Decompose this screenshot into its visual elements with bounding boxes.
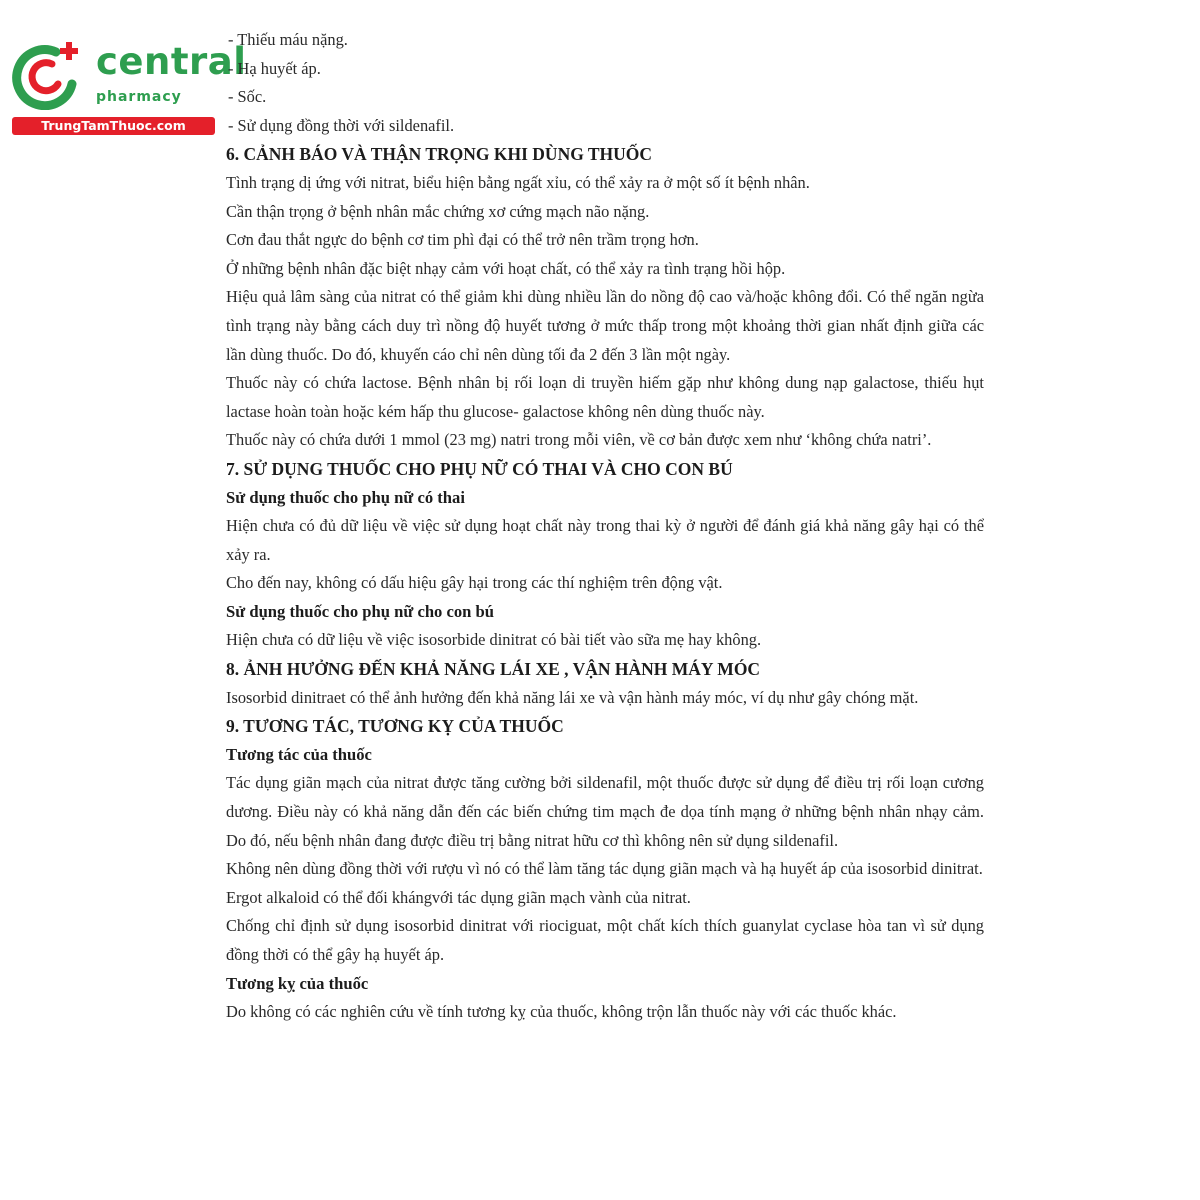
paragraph: Do không có các nghiên cứu về tính tương kỵ của thuốc, không trộn lẫn thuốc này với các thuốc khác.: [226, 1002, 897, 1022]
section-7-subheading-pregnancy: Sử dụng thuốc cho phụ nữ có thai: [226, 487, 465, 507]
brand-subtitle: pharmacy: [96, 89, 182, 105]
section-7-subheading-breastfeeding: Sử dụng thuốc cho phụ nữ cho con bú: [226, 601, 495, 621]
paragraph: Thuốc này có chứa lactose. Bệnh nhân bị rối loạn di truyền hiếm gặp như không dung nạp galactose, thiếu hụt lactase hoàn toàn hoặc kém hấp thu glucose- galactose không nên dùng thuốc này.: [226, 373, 984, 421]
paragraph: Ergot alkaloid có thể đối khángvới tác dụng giãn mạch vành của nitrat.: [226, 887, 691, 907]
brand-name: central: [96, 40, 247, 83]
section-6-heading: 6. CẢNH BÁO VÀ THẬN TRỌNG KHI DÙNG THUỐC: [226, 144, 653, 165]
section-9-subheading-incompatibilities: Tương kỵ của thuốc: [226, 973, 369, 993]
paragraph: Tác dụng giãn mạch của nitrat được tăng cường bởi sildenafil, một thuốc được sử dụng để điều trị rối loạn cương dương. Điều này có khả năng dẫn đến các biến chứng tim mạch đe dọa tính mạng ở những bệnh nhân nhạy cảm. Do đó, nếu bệnh nhân đang được điều trị bằng nitrat hữu cơ thì không nên sử dụng sildenafil.: [226, 773, 984, 850]
section-7-heading: 7. SỬ DỤNG THUỐC CHO PHỤ NỮ CÓ THAI VÀ CHO CON BÚ: [226, 458, 733, 479]
paragraph: Hiện chưa có đủ dữ liệu về việc sử dụng hoạt chất này trong thai kỳ ở người để đánh giá khả năng gây hại có thể xảy ra.: [226, 516, 984, 564]
list-item: - Sử dụng đồng thời với sildenafil.: [228, 115, 455, 135]
central-pharmacy-logo[interactable]: [8, 36, 247, 136]
paragraph: Thuốc này có chứa dưới 1 mmol (23 mg) natri trong mỗi viên, về cơ bản được xem như ‘không chứa natri’.: [226, 430, 932, 450]
paragraph: Ở những bệnh nhân đặc biệt nhạy cảm với hoạt chất, có thể xảy ra tình trạng hồi hộp.: [226, 258, 786, 278]
paragraph: Cần thận trọng ở bệnh nhân mắc chứng xơ cứng mạch não nặng.: [226, 201, 650, 221]
paragraph: Không nên dùng đồng thời với rượu vì nó có thể làm tăng tác dụng giãn mạch và hạ huyết áp của isosorbid dinitrat.: [226, 859, 983, 879]
list-item: - Sốc.: [228, 87, 267, 107]
list-item: - Thiếu máu nặng.: [228, 30, 348, 49]
site-url-badge[interactable]: TrungTamThuoc.com: [12, 117, 215, 135]
paragraph: Hiệu quả lâm sàng của nitrat có thể giảm khi dùng nhiều lần do nồng độ cao và/hoặc không đổi. Có thể ngăn ngừa tình trạng này bằng cách duy trì nồng độ huyết tương ở mức thấp trong một khoảng thời gian nhất định giữa các lần dùng thuốc. Do đó, khuyến cáo chỉ nên dùng tối đa 2 đến 3 lần một ngày.: [226, 287, 984, 364]
pharmacy-cross-icon: [8, 38, 88, 110]
paragraph: Cơn đau thắt ngực do bệnh cơ tim phì đại có thể trở nên trầm trọng hơn.: [226, 230, 699, 250]
paragraph: Tình trạng dị ứng với nitrat, biểu hiện bằng ngất xỉu, có thể xảy ra ở một số ít bệnh nhân.: [226, 172, 810, 192]
section-9-subheading-interactions: Tương tác của thuốc: [226, 744, 372, 764]
paragraph: Hiện chưa có dữ liệu về việc isosorbide dinitrat có bài tiết vào sữa mẹ hay không.: [226, 630, 762, 650]
section-8-heading: 8. ẢNH HƯỞNG ĐẾN KHẢ NĂNG LÁI XE , VẬN HÀNH MÁY MÓC: [226, 659, 761, 680]
document-body: [226, 26, 984, 1027]
paragraph: Isosorbid dinitraet có thể ảnh hưởng đến khả năng lái xe và vận hành máy móc, ví dụ như gây chóng mặt.: [226, 687, 919, 707]
list-item: - Hạ huyết áp.: [228, 58, 321, 78]
paragraph: Chống chỉ định sử dụng isosorbid dinitrat với riociguat, một chất kích thích guanylat cyclase hòa tan vì sử dụng đồng thời có thể gây hạ huyết áp.: [226, 916, 984, 964]
section-9-heading: 9. TƯƠNG TÁC, TƯƠNG KỴ CỦA THUỐC: [226, 716, 564, 737]
paragraph: Cho đến nay, không có dấu hiệu gây hại trong các thí nghiệm trên động vật.: [226, 573, 723, 593]
